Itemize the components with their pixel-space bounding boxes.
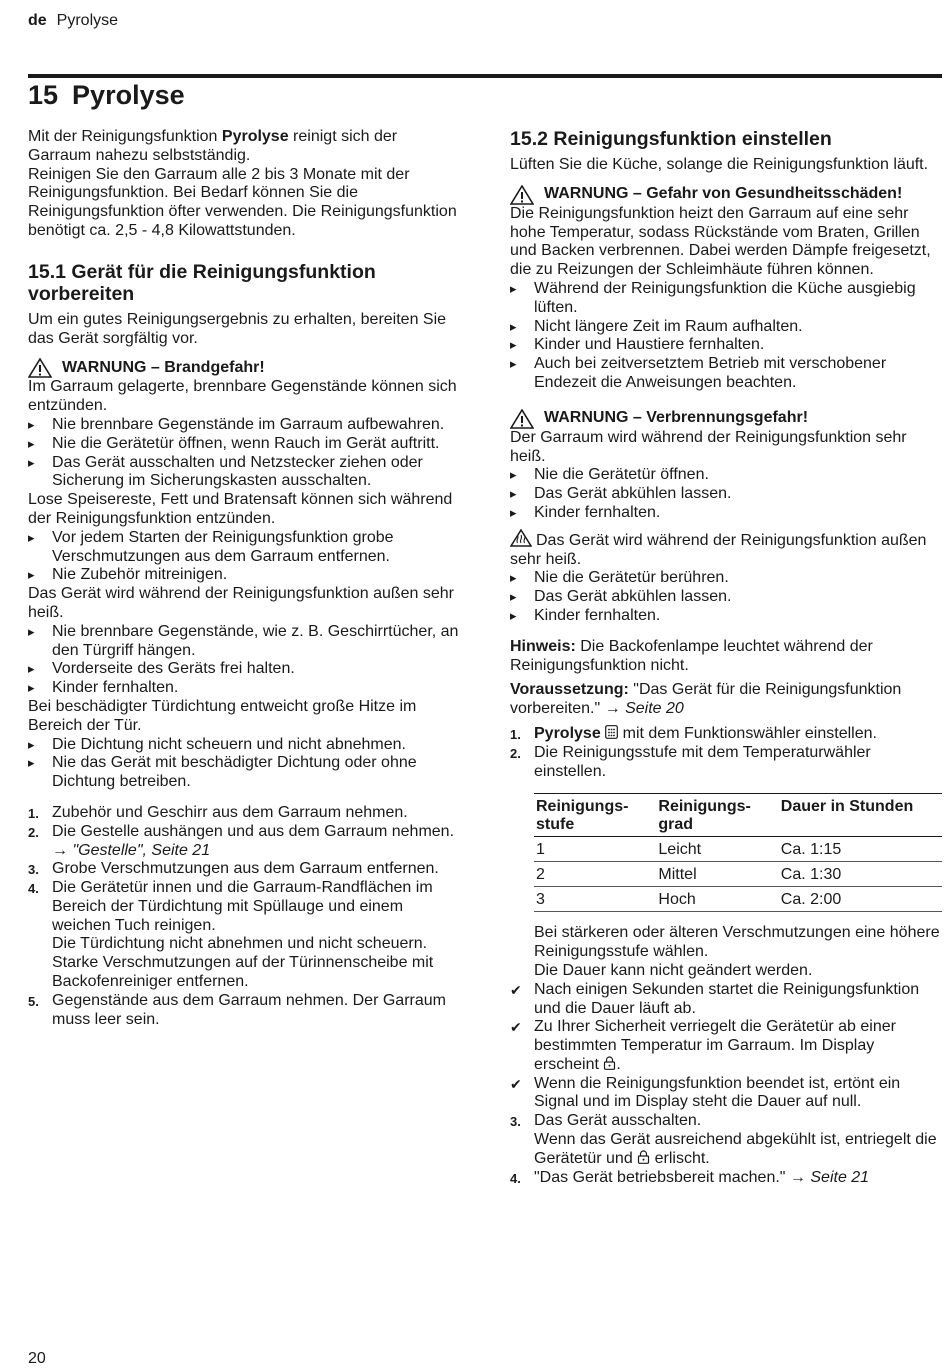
prereq-label: Voraussetzung: — [510, 681, 629, 699]
seal-list — [28, 736, 460, 792]
step-number: 2. — [510, 745, 521, 761]
step-item — [28, 860, 460, 879]
seal-text: Bei beschädigter Türdichtung entweicht große Hitze im Bereich der Tür. — [28, 697, 417, 734]
step-text: Die Türdichtung nicht abnehmen und nicht scheuern. — [52, 935, 428, 953]
header-section: Pyrolyse — [56, 12, 119, 29]
hint-label: Hinweis: — [510, 637, 576, 655]
step-item — [28, 879, 460, 992]
warning-burn — [510, 409, 942, 429]
right-column — [510, 128, 942, 1187]
list-item: ▸ Auch bei zeitversetztem Betrieb mit verschobener Endezeit die Anweisungen beachten. — [510, 355, 942, 393]
result-text: Zu Ihrer Sicherheit verriegelt die Gerätetür ab einer bestimmten Temperatur im Garraum. Im Display erscheint — [534, 1018, 896, 1073]
chapter-title — [28, 80, 185, 111]
warning-triangle-icon — [510, 185, 534, 205]
warning-triangle-icon — [510, 409, 534, 429]
page-reference-link[interactable]: → Seite 21 — [789, 1168, 870, 1186]
step-number: 5. — [28, 993, 39, 1009]
list-item: ▸ Während der Reinigungsfunktion die Küche ausgiebig lüften. — [510, 280, 942, 318]
list-item: ▸ Nicht längere Zeit im Raum aufhalten. — [510, 318, 942, 337]
step-bold: Pyrolyse — [534, 724, 601, 742]
list-item: ▸ Nie das Gerät mit beschädigter Dichtung oder ohne Dichtung betreiben. — [28, 754, 460, 792]
step-text: Gegenstände aus dem Garraum nehmen. Der Garraum muss leer sein. — [52, 991, 446, 1028]
lock-icon — [603, 1056, 616, 1070]
warning-fire-label: WARNUNG – Brandgefahr! — [62, 358, 265, 376]
intro-text: Mit der Reinigungsfunktion — [28, 128, 222, 145]
checkmark-icon: ✔ — [510, 1075, 522, 1092]
intro-paragraph — [28, 128, 460, 166]
step-text: Zubehör und Geschirr aus dem Garraum nehmen. — [52, 803, 408, 821]
step-number: 1. — [28, 805, 39, 821]
table-cell: Leicht — [656, 837, 778, 862]
page-reference-link[interactable]: → Seite 20 — [604, 700, 684, 718]
step-item — [510, 1169, 942, 1188]
table-cell: 2 — [534, 862, 656, 887]
step-item — [510, 744, 942, 782]
step-number: 3. — [510, 1114, 521, 1130]
result-text: Nach einigen Sekunden startet die Reinigungsfunktion und die Dauer läuft ab. — [534, 980, 920, 1017]
health-list — [510, 280, 942, 393]
health-text: Die Reinigungsfunktion heizt den Garraum auf eine sehr hohe Temperatur, sodass Rückstände vom Braten, Grillen und Backen verbrennen. Dabei werden Dämpfe freigesetzt, die zu Reizungen der Schleimhäute führen können. — [510, 204, 931, 279]
list-item: ▸ Nie die Gerätetür öffnen, wenn Rauch im Gerät auftritt. — [28, 435, 460, 454]
step-number: 4. — [510, 1170, 521, 1186]
table-row — [534, 862, 942, 887]
warning-burn-label: WARNUNG – Verbrennungsgefahr! — [544, 409, 809, 427]
intro-text-2: reinigt sich der Garraum nahezu selbstständig. — [28, 128, 398, 164]
table-row — [534, 837, 942, 862]
intro-bold: Pyrolyse — [221, 128, 289, 145]
list-item: ▸ Das Gerät abkühlen lassen. — [510, 588, 942, 607]
step-text: Die Gestelle aushängen und aus dem Garraum nehmen. — [52, 822, 455, 840]
hot-surface-warning-icon — [510, 529, 532, 547]
step-item — [28, 823, 460, 861]
prepare-steps — [28, 804, 460, 1030]
set-intro: Lüften Sie die Küche, solange die Reinigungsfunktion läuft. — [510, 156, 929, 173]
after-table-text-2: Die Dauer kann nicht geändert werden. — [534, 961, 813, 979]
table-header: Reinigungsgrad — [656, 794, 778, 837]
checkmark-icon: ✔ — [510, 1019, 522, 1036]
step-number: 1. — [510, 726, 521, 742]
hint — [510, 638, 942, 676]
pyrolysis-symbol-icon — [605, 725, 618, 739]
prerequisite — [510, 681, 942, 719]
list-item: ▸ Kinder und Haustiere fernhalten. — [510, 336, 942, 355]
table-header-row — [534, 794, 942, 837]
page-header — [28, 12, 118, 30]
section-heading-prepare: 15.1 Gerät für die Reinigungsfunktion vorbereiten — [28, 260, 376, 305]
list-item: ▸ Nie brennbare Gegenstände, wie z. B. Geschirrtücher, an den Türgriff hängen. — [28, 623, 460, 661]
intro-paragraph-2: Reinigen Sie den Garraum alle 2 bis 3 Monate mit der Reinigungsfunktion. Bei Bedarf können Sie die Reinigungsfunktion öfter verwenden. Die Reinigungsfunktion benötigt ca. 2,5 - 4,8 Kilowattstunden. — [28, 165, 457, 239]
chapter-number: 15 — [28, 80, 59, 110]
section-heading-set: 15.2 Reinigungsfunktion einstellen — [510, 128, 832, 150]
table-cell: Ca. 2:00 — [779, 887, 942, 912]
table-cell: 3 — [534, 887, 656, 912]
table-cell: 1 — [534, 837, 656, 862]
burn-list — [510, 466, 942, 522]
list-item: ▸ Vorderseite des Geräts frei halten. — [28, 660, 460, 679]
list-item: ▸ Die Dichtung nicht scheuern und nicht abnehmen. — [28, 736, 460, 755]
header-rule — [28, 74, 942, 78]
step-number: 4. — [28, 881, 39, 897]
fire-text: Im Garraum gelagerte, brennbare Gegenstände können sich entzünden. — [28, 378, 457, 415]
step-item — [510, 725, 942, 744]
step-text: Grobe Verschmutzungen aus dem Garraum entfernen. — [52, 860, 439, 878]
step-item — [510, 1112, 942, 1168]
table-cell: Ca. 1:15 — [779, 837, 942, 862]
step-item — [28, 804, 460, 823]
warning-health — [510, 185, 942, 205]
prereq-text: "Das Gerät für die Reinigungsfunktion vorbereiten." — [510, 681, 902, 718]
hot-outside-text — [510, 529, 942, 570]
result-text: Wenn die Reinigungsfunktion beendet ist, ertönt ein Signal und im Display steht die Dauer auf null. — [534, 1074, 901, 1111]
warning-health-label: WARNUNG – Gefahr von Gesundheitsschäden! — [544, 185, 903, 203]
step-text: Das Gerät ausschalten. — [534, 1112, 702, 1130]
hint-text: Die Backofenlampe leuchtet während der Reinigungsfunktion nicht. — [510, 637, 873, 674]
step-text: mit dem Funktionswähler einstellen. — [618, 724, 877, 742]
residue-text: Lose Speisereste, Fett und Bratensaft können sich während der Reinigungsfunktion entzünden. — [28, 491, 453, 527]
result-list — [510, 981, 942, 1113]
burn-text: Der Garraum wird während der Reinigungsfunktion sehr heiß. — [510, 428, 907, 465]
table-row — [534, 887, 942, 912]
table-header: Reinigungsstufe — [534, 794, 656, 837]
page-number: 20 — [28, 1350, 46, 1367]
warning-triangle-icon — [28, 358, 52, 378]
language-code: de — [28, 12, 47, 29]
table-header: Dauer in Stunden — [779, 794, 942, 837]
step-number: 2. — [28, 824, 39, 840]
table-cell: Hoch — [656, 887, 778, 912]
step-text: erlischt. — [650, 1149, 710, 1167]
hot-list — [28, 623, 460, 698]
result-item — [510, 1075, 942, 1113]
list-item: ▸ Nie die Gerätetür öffnen. — [510, 466, 942, 485]
list-item: ▸ Nie die Gerätetür berühren. — [510, 569, 942, 588]
prepare-intro: Um ein gutes Reinigungsergebnis zu erhalten, bereiten Sie das Gerät sorgfältig vor. — [28, 310, 447, 347]
checkmark-icon: ✔ — [510, 981, 522, 998]
step-number: 3. — [28, 862, 39, 878]
left-column — [28, 128, 460, 1029]
step-text: "Das Gerät betriebsbereit machen." — [534, 1168, 790, 1186]
step-text: Wenn das Gerät ausreichend abgekühlt ist, entriegelt die Gerätetür und — [534, 1131, 937, 1167]
list-item: ▸ Nie Zubehör mitreinigen. — [28, 566, 460, 585]
step-item — [28, 992, 460, 1030]
step-text: Die Reinigungsstufe mit dem Temperaturwähler einstellen. — [534, 743, 871, 780]
table-cell: Mittel — [656, 862, 778, 887]
list-item: ▸ Das Gerät ausschalten und Netzstecker ziehen oder Sicherung im Sicherungskasten ausschalten. — [28, 454, 460, 492]
chapter-name: Pyrolyse — [72, 80, 185, 110]
list-item: ▸ Kinder fernhalten. — [28, 679, 460, 698]
table-cell: Ca. 1:30 — [779, 862, 942, 887]
step-text: Die Gerätetür innen und die Garraum-Randflächen im Bereich der Türdichtung mit Spüllauge und einem weichen Tuch reinigen. — [52, 879, 433, 934]
after-table-text: Bei stärkeren oder älteren Verschmutzungen eine höhere Reinigungsstufe wählen. — [534, 924, 940, 961]
list-item: ▸ Das Gerät abkühlen lassen. — [510, 485, 942, 504]
hot-outside-list — [510, 569, 942, 625]
hot-text: Das Gerät wird während der Reinigungsfunktion außen sehr heiß. — [28, 585, 455, 621]
page-reference-link[interactable]: → "Gestelle", Seite 21 — [52, 841, 211, 859]
list-item: ▸ Nie brennbare Gegenstände im Garraum aufbewahren. — [28, 416, 460, 435]
fire-list — [28, 416, 460, 491]
step-text: Starke Verschmutzungen auf der Türinnenscheibe mit Backofenreiniger entfernen. — [52, 954, 434, 991]
result-item: ✔ Zu Ihrer Sicherheit verriegelt die Gerätetür ab einer bestimmten Temperatur im Garraum. Im Display erscheint . — [510, 1018, 896, 1073]
finish-steps — [510, 1112, 942, 1187]
warning-fire — [28, 358, 460, 378]
set-steps — [510, 725, 942, 781]
list-item: ▸ Kinder fernhalten. — [510, 607, 942, 626]
result-item — [510, 981, 942, 1019]
list-item: ▸ Kinder fernhalten. — [510, 504, 942, 523]
list-item: ▸ Vor jedem Starten der Reinigungsfunktion grobe Verschmutzungen aus dem Garraum entfernen. — [28, 529, 460, 567]
lock-icon — [637, 1150, 650, 1164]
hot-outside-label: Das Gerät wird während der Reinigungsfunktion außen sehr heiß. — [510, 531, 927, 568]
cleaning-level-table — [534, 793, 942, 912]
residue-list — [28, 529, 460, 585]
